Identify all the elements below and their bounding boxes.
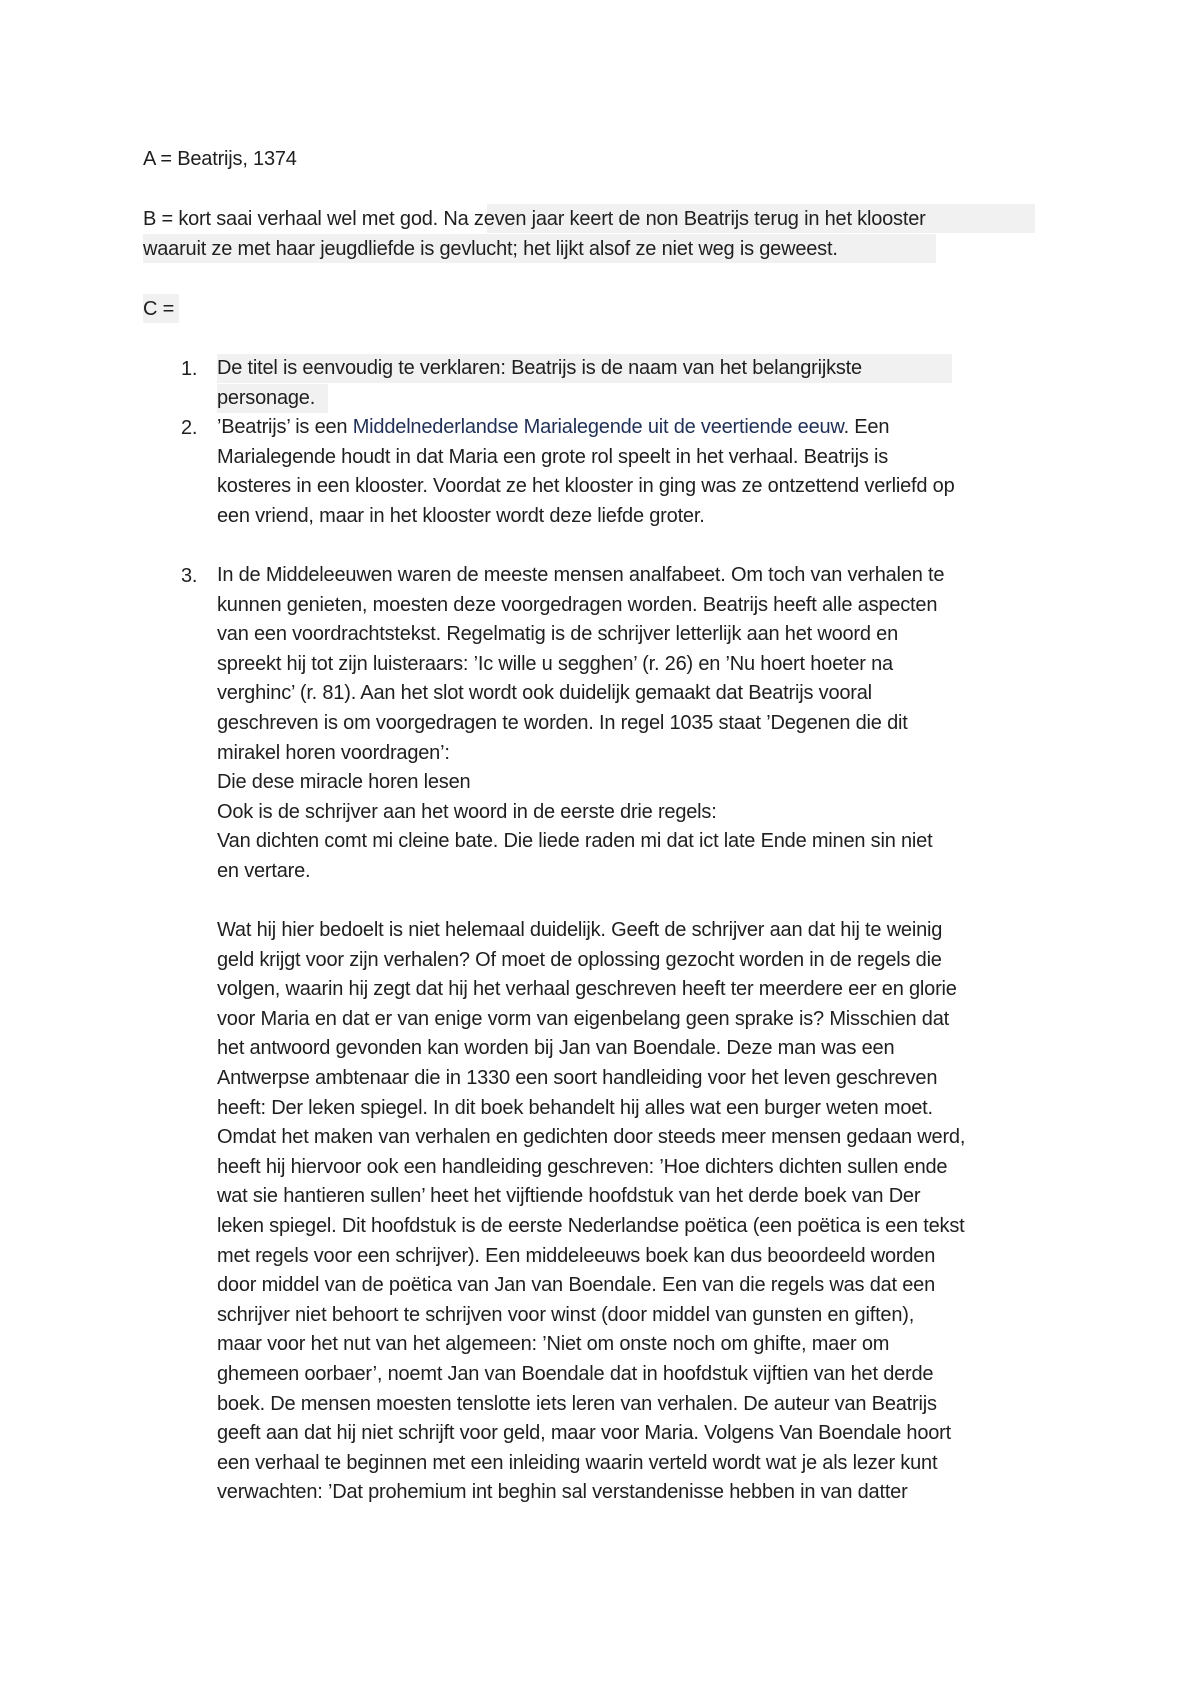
- item-line: geeft aan dat hij niet schrijft voor geld, maar voor Maria. Volgens Van Boendale hoort: [217, 1422, 951, 1445]
- item-line: door middel van de poëtica van Jan van Boendale. Een van die regels was dat een: [217, 1274, 936, 1297]
- section-b-line-2: [143, 234, 838, 264]
- item-line: boek. De mensen moesten tenslotte iets leren van verhalen. De auteur van Beatrijs: [217, 1392, 937, 1415]
- item-line: volgen, waarin hij zegt dat hij het verhaal geschreven heeft ter meerdere eer en glorie: [217, 978, 957, 1001]
- item-line: In de Middeleeuwen waren de meeste mensen analfabeet. Om toch van verhalen te: [217, 564, 945, 586]
- item-line: van een voordrachtstekst. Regelmatig is de schrijver letterlijk aan het woord en: [217, 623, 899, 646]
- item-line: maar voor het nut van het algemeen: ’Niet om onste noch om ghifte, maer om: [217, 1333, 890, 1356]
- item-line: spreekt hij tot zijn luisteraars: ’Ic wille u segghen’ (r. 26) en ’Nu hoert hoeter na: [217, 652, 893, 675]
- item-line: Die dese miracle horen lesen: [217, 771, 471, 794]
- list-number: 1.: [181, 358, 198, 380]
- item-line: geschreven is om voorgedragen te worden. In regel 1035 staat ’Degenen die dit: [217, 711, 908, 734]
- item-line: schrijver niet behoort te schrijven voor winst (door middel van gunsten en giften),: [217, 1303, 915, 1326]
- item-line: met regels voor een schrijver). Een middeleeuws boek kan dus beoordeeld worden: [217, 1244, 936, 1267]
- item-line: Antwerpse ambtenaar die in 1330 een soort handleiding voor het leven geschreven: [217, 1066, 938, 1089]
- item-line: De titel is eenvoudig te verklaren: Beatrijs is de naam van het belangrijkste: [217, 357, 862, 379]
- item-line: leken spiegel. Dit hoofdstuk is de eerste Nederlandse poëtica (een poëtica is een tekst: [217, 1214, 965, 1237]
- list-item-3: [217, 561, 1077, 887]
- item-line: personage.: [217, 386, 316, 409]
- item-line: het antwoord gevonden kan worden bij Jan van Boendale. Deze man was een: [217, 1037, 895, 1060]
- section-b-label: B = kort saai verhaal wel met god.: [143, 208, 439, 230]
- item-line: Marialegende houdt in dat Maria een grote rol speelt in het verhaal. Beatrijs is: [217, 445, 889, 468]
- list-item-1: [217, 354, 1077, 413]
- section-a-line: [143, 144, 297, 174]
- item-line: mirakel horen voordragen’:: [217, 741, 450, 764]
- list-number: 3.: [181, 565, 198, 587]
- item-line: wat sie hantieren sullen’ heet het vijftiende hoofdstuk van het derde boek van Der: [217, 1185, 921, 1208]
- list-item-3-paragraph-2: [217, 916, 1077, 1508]
- item-line: heeft hij hiervoor ook een handleiding geschreven: ’Hoe dichters dichten sullen ende: [217, 1155, 948, 1178]
- item-line: verwachten: ’Dat prohemium int beghin sal verstandenisse hebben in van datter: [217, 1481, 908, 1504]
- section-c-line: [143, 294, 174, 324]
- section-c-label: C =: [143, 298, 175, 320]
- item-line: geld krijgt voor zijn verhalen? Of moet de oplossing gezocht worden in de regels die: [217, 948, 942, 971]
- item-line: Ook is de schrijver aan het woord in de eerste drie regels:: [217, 800, 717, 823]
- item-line: kosteres in een klooster. Voordat ze het klooster in ging was ze ontzettend verliefd op: [217, 475, 955, 498]
- item-line: en vertare.: [217, 859, 311, 882]
- item-line: ghemeen oorbaer’, noemt Jan van Boendale dat in hoofdstuk vijftien van het derde: [217, 1362, 934, 1385]
- item-line: Omdat het maken van verhalen en gedichten door steeds meer mensen gedaan werd,: [217, 1126, 966, 1149]
- item-text: ’Beatrijs’ is een: [217, 416, 353, 438]
- section-b-line-1: [143, 204, 926, 234]
- item-line: heeft: Der leken spiegel. In dit boek behandelt hij alles wat een burger weten moet.: [217, 1096, 933, 1119]
- list-number: 2.: [181, 417, 198, 439]
- section-b-summary-2: waaruit ze met haar jeugdliefde is gevlucht; het lijkt alsof ze niet weg is geweest.: [143, 238, 838, 260]
- marialegende-term: Middelnederlandse Marialegende uit de veertiende eeuw: [352, 416, 844, 438]
- item-text: . Een: [843, 416, 890, 438]
- section-a-text: A = Beatrijs, 1374: [143, 148, 297, 170]
- item-line: Van dichten comt mi cleine bate. Die liede raden mi dat ict late Ende minen sin niet: [217, 830, 933, 853]
- item-line: voor Maria en dat er van enige vorm van eigenbelang geen sprake is? Misschien dat: [217, 1007, 950, 1030]
- item-line: [217, 413, 1077, 443]
- item-line: Wat hij hier bedoelt is niet helemaal duidelijk. Geeft de schrijver aan dat hij te weinig: [217, 919, 943, 941]
- item-line: een verhaal te beginnen met een inleiding waarin verteld wordt wat je als lezer kunt: [217, 1451, 938, 1474]
- item-line: een vriend, maar in het klooster wordt deze liefde groter.: [217, 504, 705, 527]
- item-line: verghinc’ (r. 81). Aan het slot wordt ook duidelijk gemaakt dat Beatrijs vooral: [217, 682, 872, 705]
- section-b-summary-1: Na zeven jaar keert de non Beatrijs terug in het klooster: [443, 208, 926, 230]
- item-line: kunnen genieten, moesten deze voorgedragen worden. Beatrijs heeft alle aspecten: [217, 593, 938, 616]
- list-item-2: [217, 413, 1077, 531]
